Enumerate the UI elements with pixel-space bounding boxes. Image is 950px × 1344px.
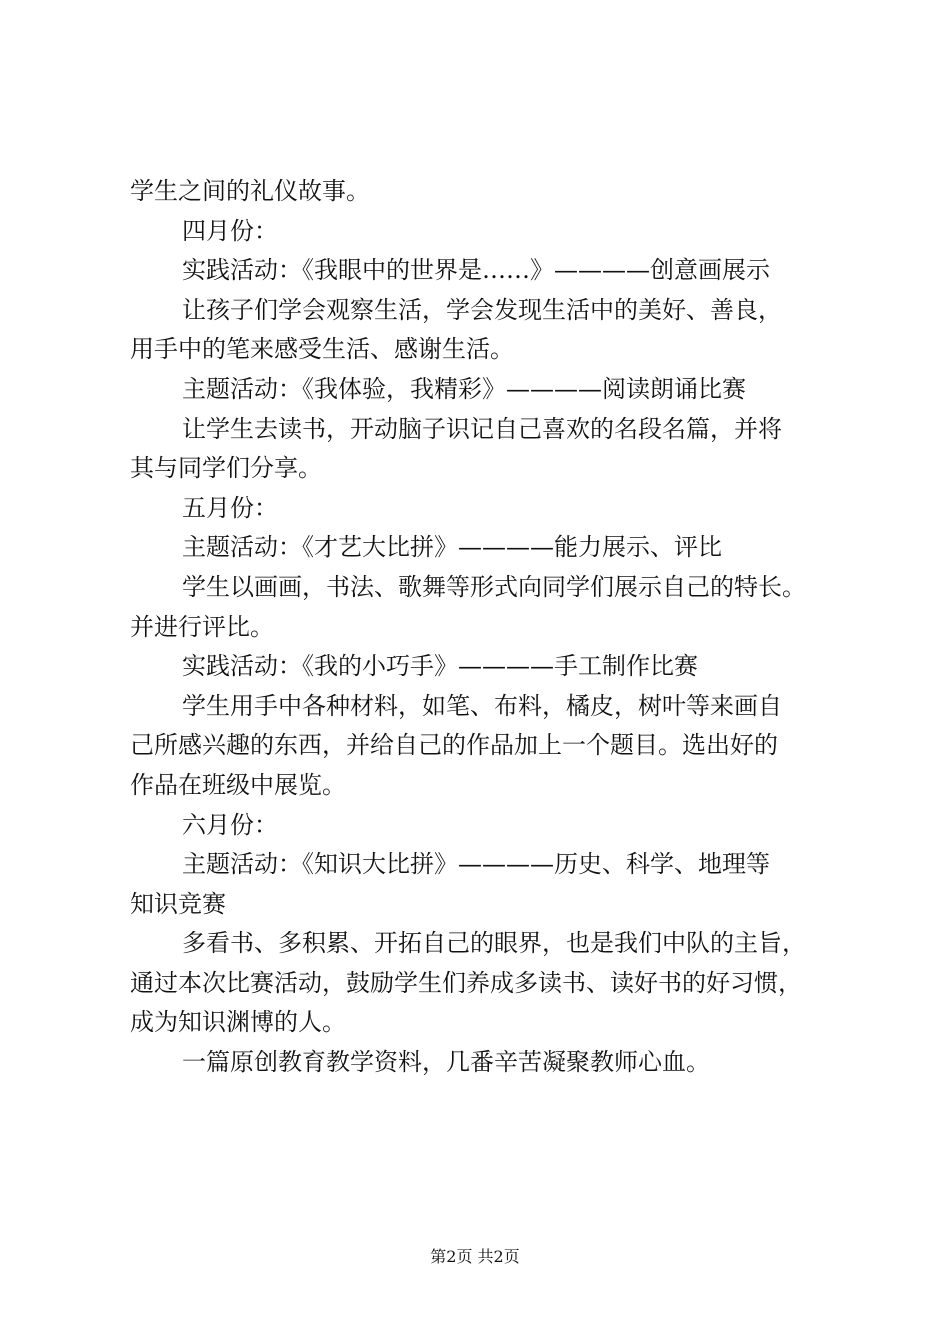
text-line: 多看书、多积累、开拓自己的眼界，也是我们中队的主旨， xyxy=(182,929,806,958)
text-line: 主题活动：《知识大比拼》————历史、科学、地理等 xyxy=(182,850,770,879)
document-body xyxy=(130,172,840,1083)
text-line: 一篇原创教育教学资料，几番辛苦凝聚教师心血。 xyxy=(182,1048,710,1077)
text-line: 实践活动：《我的小巧手》————手工制作比赛 xyxy=(182,652,698,681)
text-line: 知识竞赛 xyxy=(130,889,226,918)
text-line: 通过本次比赛活动，鼓励学生们养成多读书、读好书的好习惯， xyxy=(130,968,802,997)
text-line: 六月份： xyxy=(182,810,278,839)
text-line: 学生以画画，书法、歌舞等形式向同学们展示自己的特长。 xyxy=(182,572,806,601)
text-line: 主题活动：《才艺大比拼》————能力展示、评比 xyxy=(182,533,722,562)
text-line: 学生之间的礼仪故事。 xyxy=(130,177,370,205)
text-line: 并进行评比。 xyxy=(130,612,274,641)
text-line: 四月份： xyxy=(182,216,278,245)
text-line: 实践活动：《我眼中的世界是……》————创意画展示 xyxy=(182,256,770,285)
page-number-footer: 第2页 共2页 xyxy=(430,1247,520,1266)
text-line: 五月份： xyxy=(182,493,278,522)
text-line: 其与同学们分享。 xyxy=(130,454,322,483)
text-line: 作品在班级中展览。 xyxy=(130,770,346,799)
text-line: 学生用手中各种材料，如笔、布料，橘皮，树叶等来画自 xyxy=(182,691,782,720)
text-line: 让学生去读书，开动脑子识记自己喜欢的名段名篇，并将 xyxy=(182,414,782,443)
text-line: 主题活动：《我体验，我精彩》————阅读朗诵比赛 xyxy=(182,374,746,403)
text-line: 成为知识渊博的人。 xyxy=(130,1008,346,1037)
text-line: 让孩子们学会观察生活，学会发现生活中的美好、善良， xyxy=(182,295,782,324)
text-line: 己所感兴趣的东西，并给自己的作品加上一个题目。选出好的 xyxy=(130,731,778,760)
text-line: 用手中的笔来感受生活、感谢生活。 xyxy=(130,335,514,364)
